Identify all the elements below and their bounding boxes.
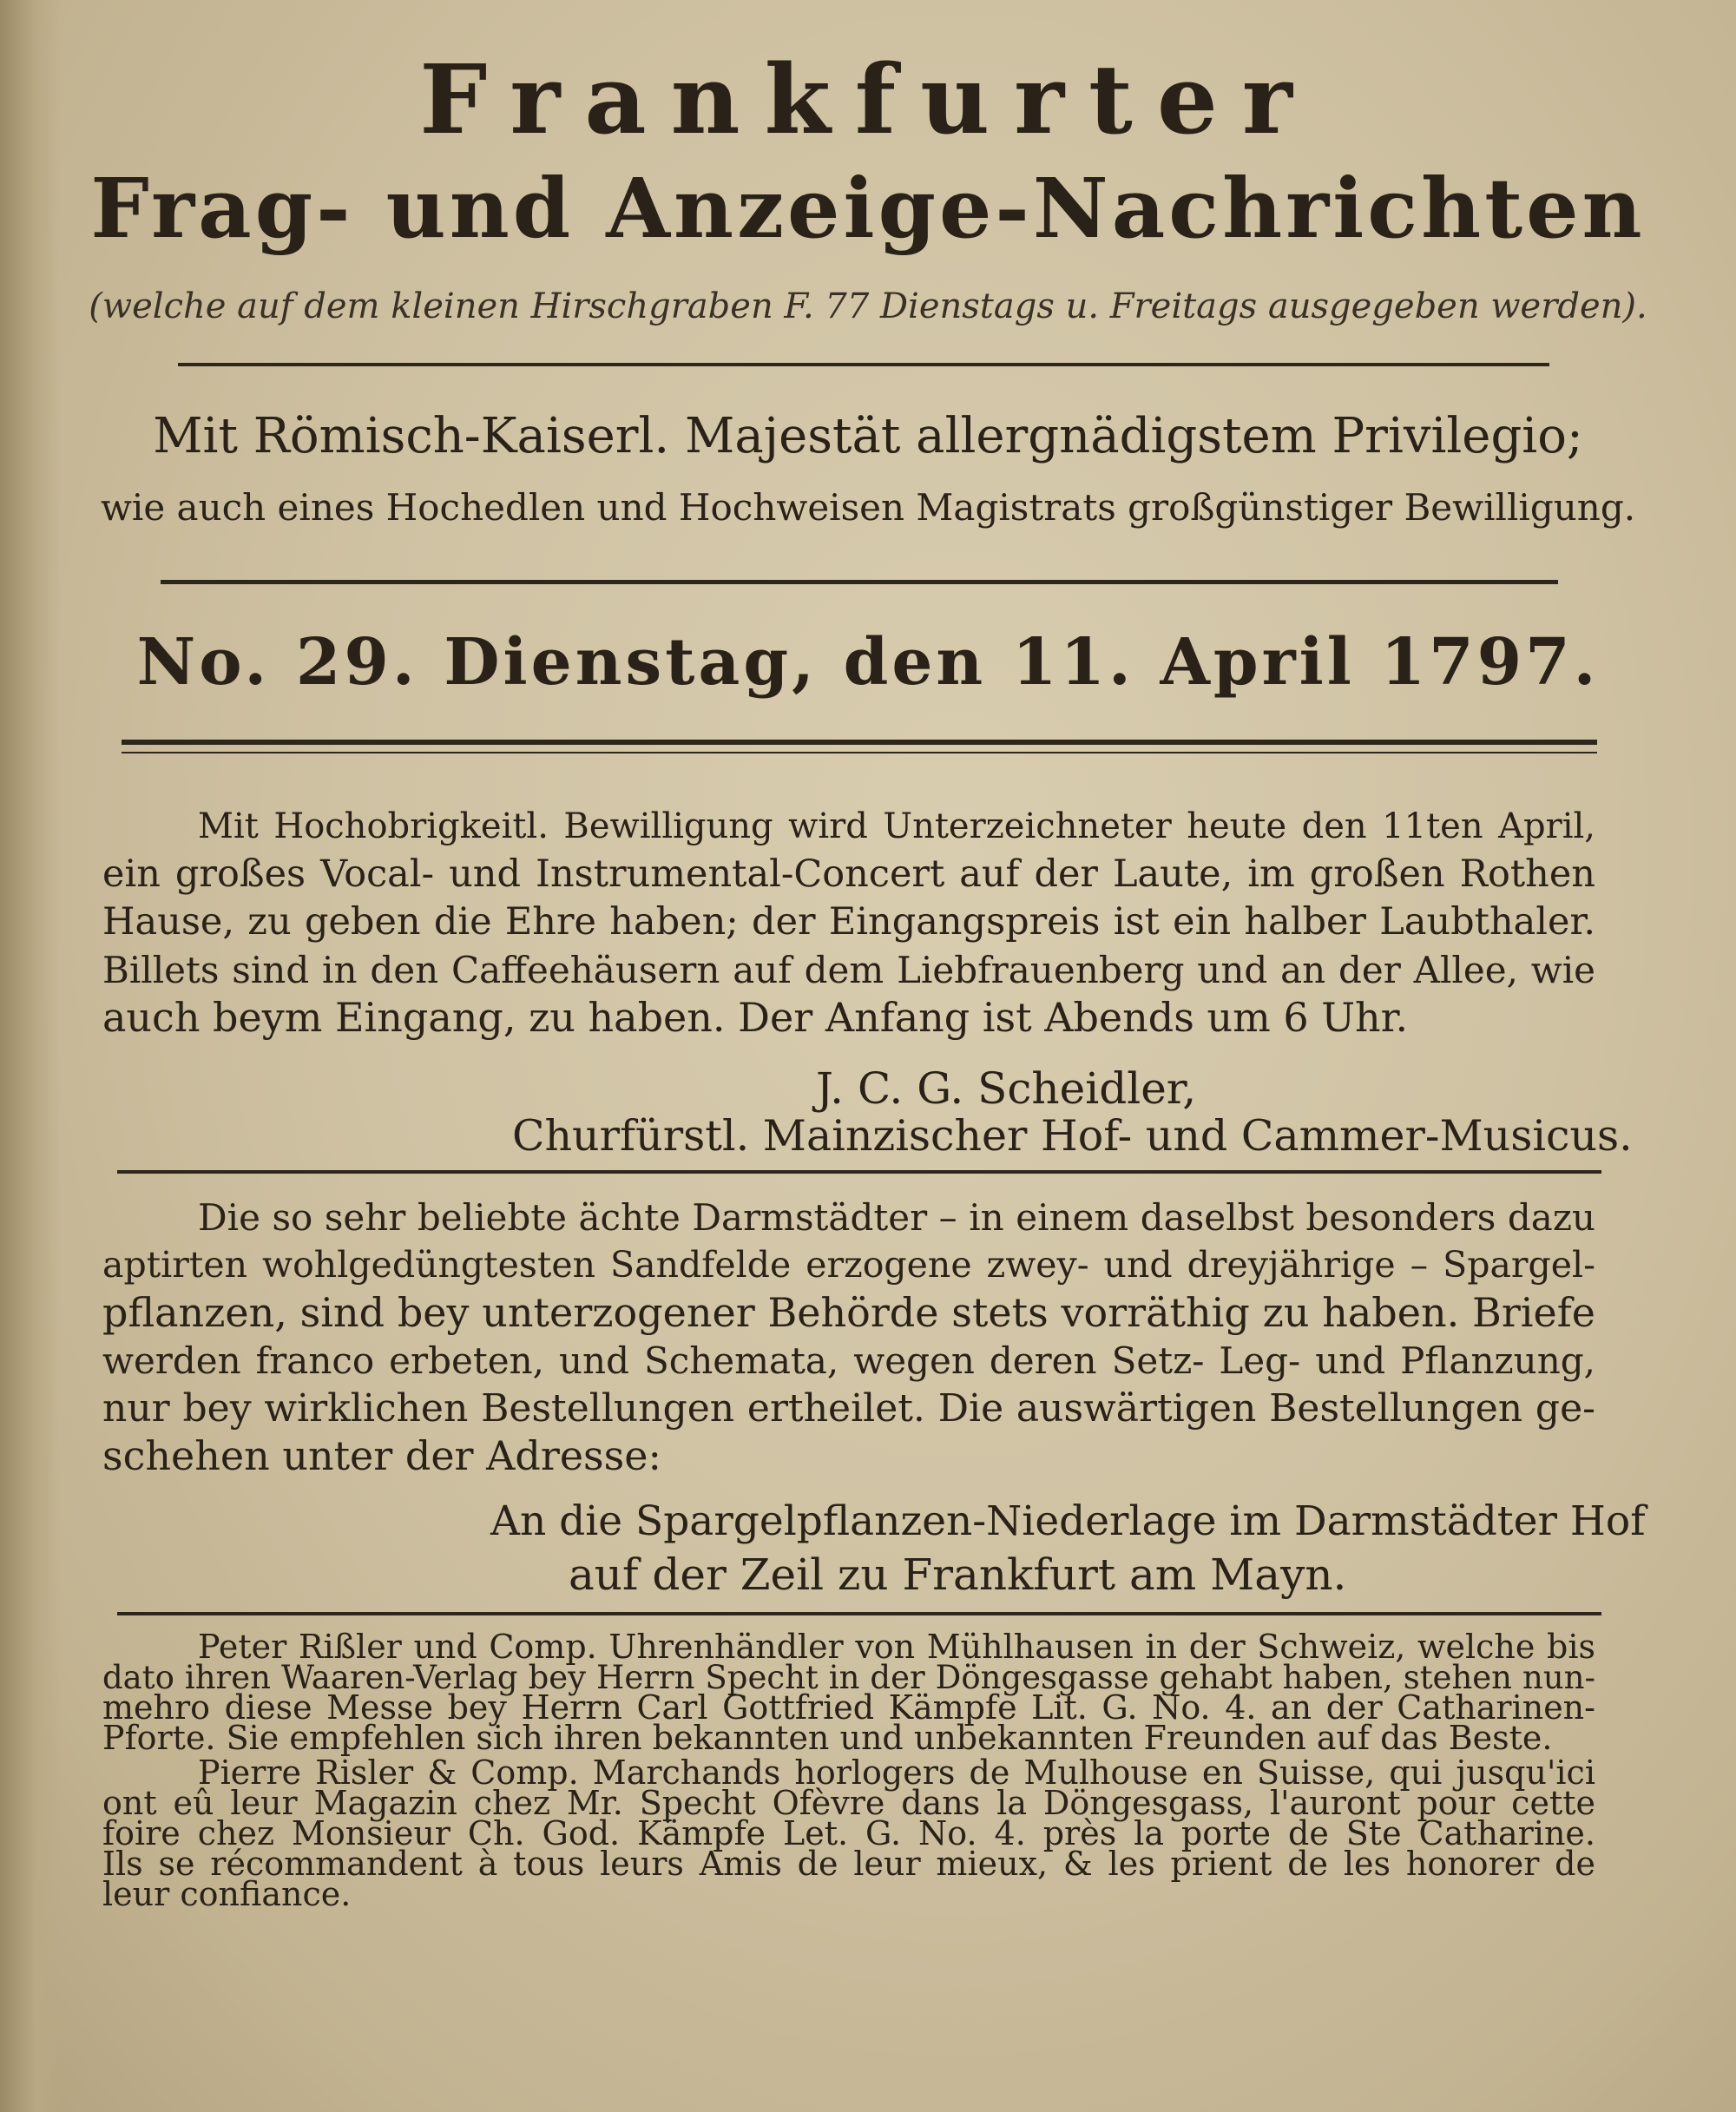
masthead-title-line1: Frankfurter (419, 43, 1317, 155)
address-line2: auf der Zeil zu Frankfurt am Mayn. (569, 1549, 1347, 1600)
masthead-subtitle: (welche auf dem kleinen Hirschgraben F. 77 Dienstags u. Freitags ausgegeben werden). (89, 286, 1647, 326)
issue-line: No. 29. Dienstag, den 11. April 1797. (136, 625, 1600, 700)
notice-line: auch beym Eingang, zu haben. Der Anfang ist Abends um 6 Uhr. (102, 994, 1409, 1041)
notice-line: foire chez Monsieur Ch. God. Kämpfe Let. G. No. 4. près la porte de Ste Catharine. (102, 1814, 1595, 1852)
divider-rule (161, 580, 1558, 584)
signature-title: Churfürstl. Mainzischer Hof- und Cammer-Musicus. (512, 1111, 1633, 1161)
page-fold-shadow (0, 0, 61, 2112)
notice-line: werden franco erbeten, und Schemata, wegen deren Setz- Leg- und Pflanzung, (102, 1339, 1595, 1382)
privilege-line1: Mit Römisch-Kaiserl. Majestät allergnädigstem Privilegio; (153, 408, 1583, 464)
notice-concert (102, 803, 1595, 1042)
notice-line: ont eû leur Magazin chez Mr. Specht Ofèvre dans la Döngesgass, l'auront pour cette (102, 1784, 1595, 1822)
notice-line: schehen unter der Adresse: (102, 1432, 661, 1479)
divider-rule-thin (122, 752, 1597, 753)
notice-line: nur bey wirklichen Bestellungen ertheilet. Die auswärtigen Bestellungen ge- (102, 1386, 1595, 1431)
notice-line: Billets sind in den Caffeehäusern auf dem Liebfrauenberg und an der Allee, wie (102, 949, 1595, 991)
notice-line: Hause, zu geben die Ehre haben; der Eingangspreis ist ein halber Laubthaler. (102, 900, 1595, 944)
divider-rule (117, 1612, 1601, 1615)
notice-line: Mit Hochobrigkeitl. Bewilligung wird Unterzeichneter heute den 11ten April, (198, 806, 1595, 846)
address-line1: An die Spargelpflanzen-Niederlage im Darmstädter Hof (490, 1497, 1646, 1545)
notice-line: Pforte. Sie empfehlen sich ihren bekannten und unbekannten Freunden auf das Beste. (102, 1719, 1553, 1757)
notice-line: aptirten wohlgedüngtesten Sandfelde erzogene zwey- und dreyjährige – Spargel- (102, 1244, 1595, 1286)
notice-watchmakers-german (102, 1628, 1595, 1757)
divider-rule (117, 1170, 1601, 1174)
masthead-title-line2: Frag- und Anzeige-Nachrichten (90, 161, 1646, 257)
signature-name: J. C. G. Scheidler, (816, 1063, 1197, 1114)
divider-rule-thick (122, 740, 1597, 745)
notice-line: dato ihren Waaren-Verlag bey Herrn Specht in der Döngesgasse gehabt haben, stehen nun- (102, 1659, 1595, 1696)
notice-line: Die so sehr beliebte ächte Darmstädter – in einem daselbst besonders dazu (198, 1196, 1595, 1239)
notice-line: Peter Rißler und Comp. Uhrenhändler von Mühlhausen in der Schweiz, welche bis (198, 1628, 1595, 1666)
privilege-line2: wie auch eines Hochedlen und Hochweisen Magistrats großgünstiger Bewilligung. (100, 486, 1636, 529)
notice-line: leur confiance. (102, 1875, 352, 1913)
notice-watchmakers-french (102, 1753, 1595, 1913)
notice-line: Ils se récommandent à tous leurs Amis de leur mieux, & les prient de les honorer de (102, 1845, 1595, 1883)
notice-line: Pierre Risler & Comp. Marchands horlogers de Mulhouse en Suisse, qui jusqu'ici (198, 1753, 1595, 1792)
divider-rule (178, 363, 1549, 366)
notice-line: pflanzen, sind bey unterzogener Behörde stets vorräthig zu haben. Briefe (102, 1289, 1595, 1336)
notice-line: mehro diese Messe bey Herrn Carl Gottfried Kämpfe Lit. G. No. 4. an der Catharinen- (102, 1688, 1595, 1727)
notice-line: ein großes Vocal- und Instrumental-Concert auf der Laute, im großen Rothen (102, 852, 1595, 896)
notice-asparagus (102, 1194, 1595, 1480)
